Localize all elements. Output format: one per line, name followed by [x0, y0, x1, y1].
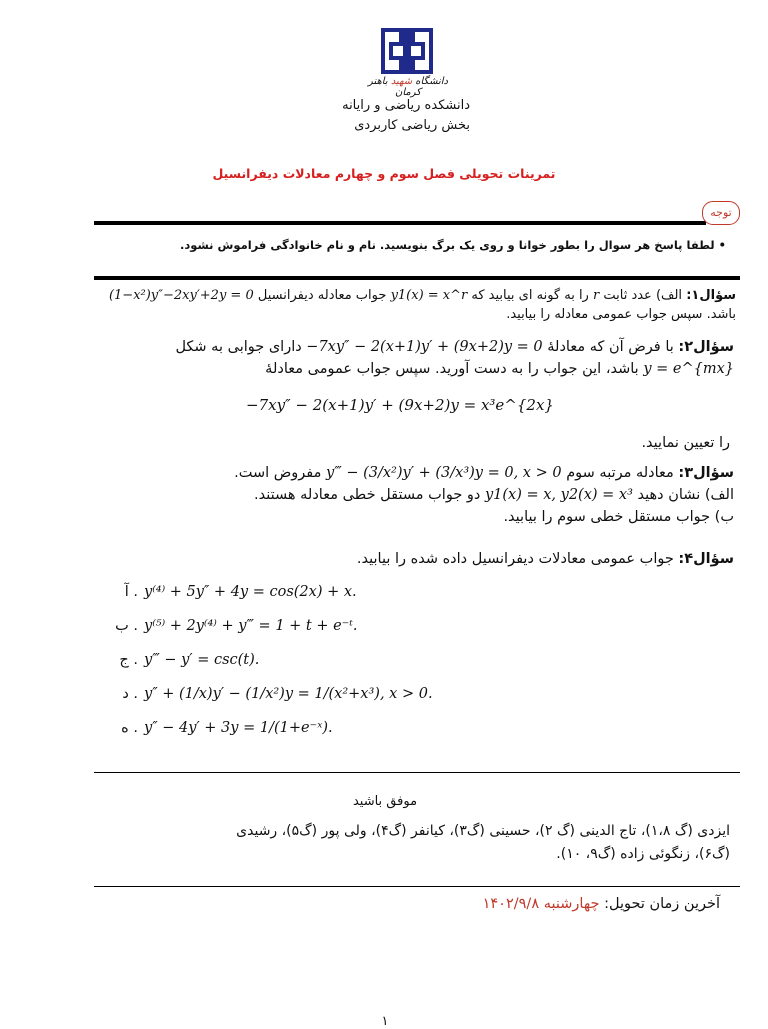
- q3-part-a-text: دو جواب مستقل خطی معادله هستند.: [254, 487, 481, 503]
- question-2: [94, 336, 734, 380]
- faculty-block: [300, 96, 470, 136]
- q4-item: [110, 584, 430, 608]
- q4-item-eq: y″ − 4y′ + 3y = 1/(1+e⁻ˣ).: [144, 720, 333, 736]
- question-4: [94, 548, 734, 570]
- q3-line1: [94, 462, 734, 484]
- top-rule: [94, 221, 706, 225]
- q4-item-eq: y″ + (1/x)y′ − (1/x²)y = 1/(x²+x³), x > 0.: [144, 686, 433, 702]
- q4-item-eq: y⁽⁴⁾ + 5y″ + 4y = cos(2x) + x.: [144, 584, 357, 600]
- q3-part-a: [94, 484, 734, 506]
- q4-label: سؤال۴:: [678, 551, 734, 567]
- page-number: ۱: [381, 1014, 389, 1029]
- deadline-label: آخرین زمان تحویل:: [604, 896, 720, 912]
- q1-label: سؤال۱:: [686, 288, 736, 303]
- footer-bottom-rule: [94, 886, 740, 887]
- deadline: [400, 896, 720, 912]
- q1-text2: جواب معادله دیفرانسیل: [257, 288, 387, 303]
- note-badge: توجه: [702, 201, 740, 225]
- q2-form: y = e^{mx}: [643, 361, 734, 377]
- q3-equation: y‴ − (3/x²)y′ + (3/x³)y = 0, x > 0: [326, 465, 562, 481]
- q3-part-a-label: الف) نشان دهید: [637, 487, 734, 503]
- university-logo: [377, 24, 437, 78]
- q4-item-eq: y⁽⁵⁾ + 2y⁽⁴⁾ + y‴ = 1 + t + e⁻ᵗ.: [144, 618, 358, 634]
- university-name: دانشگاه شهید باهنر کرمان: [367, 76, 449, 98]
- page-title: تمرینات تحویلی فصل سوم و چهارم معادلات دیفرانسیل: [212, 166, 556, 181]
- deadline-value: چهارشنبه ۱۴۰۲/۹/۸: [482, 896, 600, 912]
- note-bottom-rule: [94, 276, 740, 280]
- q4-item-label: ج .: [119, 652, 138, 668]
- graders-line2: (گ۶)، زنگوئی زاده (گ۹، ۱۰).: [556, 846, 730, 862]
- success-text: موفق باشید: [352, 794, 418, 809]
- graders-block: [96, 820, 730, 866]
- department-name: بخش ریاضی کاربردی: [354, 118, 470, 133]
- footer-top-rule: [94, 772, 740, 773]
- q3-text1: معادله مرتبه سوم: [566, 465, 674, 481]
- q4-item-label: ب .: [115, 618, 138, 634]
- question-3: [94, 462, 734, 528]
- q4-item: [110, 652, 430, 676]
- bullet-icon: •: [718, 238, 726, 252]
- q2-text1: با فرض آن که معادلهٔ: [547, 339, 674, 355]
- q1-y1: y1(x) = x^r: [390, 288, 468, 303]
- q3-label: سؤال۳:: [678, 465, 734, 481]
- q1-var: r: [592, 288, 600, 303]
- q2-text2: دارای جوابی به شکل: [175, 339, 302, 355]
- q3-text2: مفروض است.: [234, 465, 322, 481]
- q2-line2: [94, 358, 734, 380]
- graders-line1: ایزدی (گ ۱،۸)، تاج الدینی (گ ۲)، حسینی (گ۳)، کیانفر (گ۴)، ولی پور (گ۵)، رشیدی: [236, 823, 730, 839]
- q3-part-b: ب) جواب مستقل خطی سوم را بیابید.: [503, 509, 734, 525]
- q2-line3: را تعیین نمایید.: [641, 435, 730, 451]
- q4-item-label: ه .: [121, 720, 138, 736]
- faculty-name: دانشکده ریاضی و رایانه: [342, 98, 470, 113]
- q2-display-equation: −7xy″ − 2(x+1)y′ + (9x+2)y = x³e^{2x}: [246, 396, 554, 414]
- q1-line2: باشد. سپس جواب عمومی معادله را بیابید.: [506, 307, 736, 322]
- q4-item: [110, 686, 530, 710]
- q4-item-label: آ .: [124, 584, 138, 600]
- q4-text: جواب عمومی معادلات دیفرانسیل داده شده را بیابید.: [356, 551, 674, 567]
- q1-equation: (1−x²)y″−2xy′+2y = 0: [108, 288, 254, 303]
- q4-item-eq: y‴ − y′ = csc(t).: [144, 652, 260, 668]
- q3-part-a-eq: y1(x) = x, y2(x) = x³: [484, 487, 633, 503]
- university-name-highlight: شهید: [390, 76, 413, 87]
- q4-item-label: د .: [122, 686, 138, 702]
- q1-part: الف) عدد ثابت: [603, 288, 683, 303]
- q2-line2-text: باشد، این جواب را به دست آورید. سپس جواب عمومی معادلهٔ: [265, 361, 639, 377]
- q4-item: [110, 720, 430, 744]
- q1-text1: را به گونه ای بیابید که: [471, 288, 589, 303]
- q2-equation-h: −7xy″ − 2(x+1)y′ + (9x+2)y = 0: [306, 339, 543, 355]
- note-text-content: لطفا پاسخ هر سوال را بطور خوانا و روی یک برگ بنویسید. نام و نام خانوادگی فراموش نشود.: [180, 238, 715, 252]
- question-1: [94, 286, 736, 324]
- q2-line1: [94, 336, 734, 358]
- q2-label: سؤال۲:: [678, 339, 734, 355]
- q4-item: [110, 618, 430, 642]
- note-text: [96, 238, 726, 252]
- q1-line1: [94, 286, 736, 305]
